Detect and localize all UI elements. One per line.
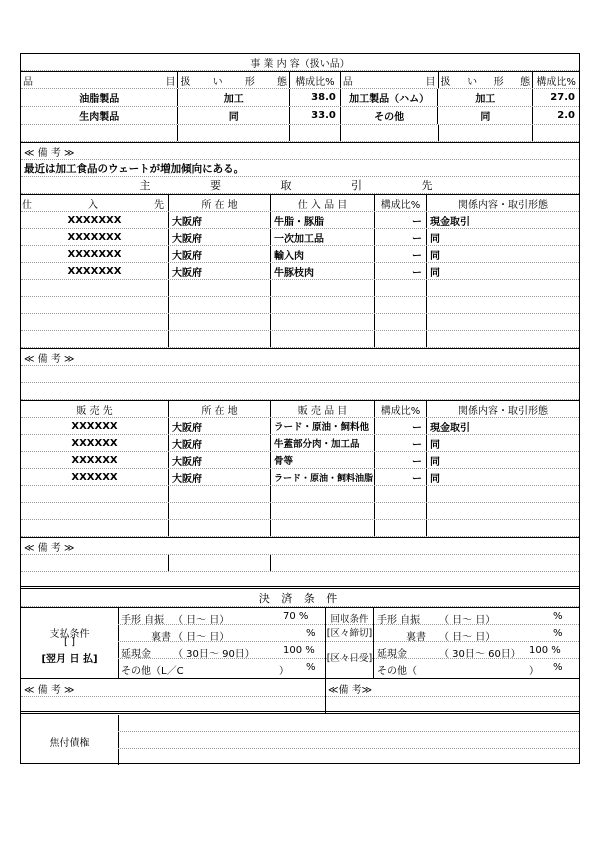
customer-goods: 骨等: [271, 452, 375, 468]
customer-row: [21, 435, 579, 452]
credit-report-form: [20, 53, 580, 764]
customer-relation: 同: [430, 456, 440, 468]
pay-label: 支払条件: [49, 629, 90, 640]
customer-remarks-label: ≪ 備 考 ≫: [24, 542, 75, 554]
business-row: [21, 89, 579, 107]
supplier-relation: 現金取引: [430, 216, 470, 228]
customer-location: 大阪府: [169, 469, 271, 485]
customer-ratio: ー: [375, 418, 427, 434]
supplier-goods-header: 仕 入 品 目: [271, 195, 375, 211]
collection-percent: %: [553, 628, 563, 639]
collection-percent: 100 %: [529, 645, 561, 656]
business-header-row: [21, 72, 579, 89]
ratio-header: 構成比%: [290, 72, 341, 88]
collection-range: ）: [529, 666, 539, 677]
business-title: 事 業 内 容（扱い品）: [250, 58, 350, 70]
supplier-ratio: ー: [375, 263, 427, 279]
pay-percent: 70 %: [283, 611, 309, 622]
supplier-header-row: [21, 195, 579, 212]
customer-ratio: ー: [375, 435, 427, 451]
settlement-title: 決 済 条 件: [258, 592, 342, 605]
collection-receive: [区々日受]: [326, 653, 373, 664]
customer-name: XXXXXX: [21, 469, 169, 485]
customer-ratio: ー: [375, 452, 427, 468]
pay-type: 裏書: [151, 632, 171, 643]
customer-header-row: [21, 401, 579, 418]
item-cell: 油脂製品: [21, 89, 178, 106]
supplier-location-header: 所 在 地: [169, 195, 271, 211]
ratio-cell: 27.0: [550, 92, 575, 103]
supplier-row: [21, 212, 579, 229]
supplier-row: [21, 246, 579, 263]
pay-range: （ 日～ 日）: [173, 615, 230, 626]
supplier-location: 大阪府: [169, 263, 271, 279]
customer-name-header: 販 売 先: [21, 401, 169, 417]
form-cell: 同: [438, 107, 533, 124]
partners-title: 主 要 取 引 先: [139, 179, 461, 192]
pay-type: その他（L／C: [121, 666, 184, 677]
supplier-name: XXXXXXX: [21, 229, 169, 245]
ratio-header-right: 構成比%: [536, 76, 576, 88]
supplier-remarks-label: ≪ 備 考 ≫: [24, 353, 75, 365]
business-row: [21, 107, 579, 125]
business-remarks-row: [21, 143, 579, 160]
collection-label: 回収条件: [330, 614, 369, 625]
business-remarks-text: 最近は加工食品のウェートが増加傾向にある。: [24, 162, 245, 175]
collection-range: （ 日～ 日）: [439, 632, 496, 643]
customer-row-empty: [21, 520, 579, 537]
form-header-right: 扱 い 形 態: [439, 72, 534, 88]
customer-name: XXXXXX: [21, 435, 169, 451]
pay-bracket: [ ]: [64, 637, 75, 648]
supplier-name: XXXXXXX: [21, 263, 169, 279]
supplier-ratio-header: 構成比%: [375, 195, 427, 211]
pay-term: [翌月 日 払]: [41, 654, 98, 665]
collection-type: 延現金: [377, 649, 407, 660]
supplier-name-header: 仕 入 先: [21, 195, 169, 211]
supplier-row: [21, 263, 579, 280]
receivables-label: 焦付債権: [49, 738, 90, 749]
collection-percent: %: [553, 662, 563, 673]
item-header-right: 品 目: [341, 72, 439, 88]
pay-percent: %: [306, 662, 316, 673]
collection-type: 手形 自振: [377, 615, 421, 626]
customer-goods-header: 販 売 品 目: [271, 401, 375, 417]
collection-type: その他（: [377, 666, 417, 677]
customer-relation-header: 関係内容・取引形態: [458, 405, 548, 417]
supplier-ratio: ー: [375, 229, 427, 245]
item-cell: 加工製品（ハム）: [341, 89, 439, 106]
settlement-title-row: [21, 590, 579, 607]
customer-row-empty: [21, 503, 579, 520]
supplier-goods: 牛豚枝肉: [271, 263, 375, 279]
collection-close: [区々締切]: [326, 628, 373, 639]
collection-range: （ 日～ 日）: [439, 615, 496, 626]
form-cell: 加工: [438, 89, 533, 106]
supplier-relation: 同: [430, 250, 440, 262]
supplier-ratio: ー: [375, 212, 427, 228]
supplier-relation: 同: [430, 233, 440, 245]
customer-row-empty: [21, 486, 579, 503]
business-remarks-text-row: [21, 160, 579, 177]
supplier-ratio: ー: [375, 246, 427, 262]
supplier-remarks-blank: [21, 366, 579, 383]
customer-goods: ラード・原油・飼料他: [271, 418, 375, 434]
business-remarks-label: ≪ 備 考 ≫: [24, 147, 75, 159]
supplier-location: 大阪府: [169, 229, 271, 245]
supplier-row: [21, 229, 579, 246]
customer-ratio-header: 構成比%: [375, 401, 427, 417]
supplier-remarks-row: [21, 349, 579, 366]
customer-relation: 同: [430, 439, 440, 451]
supplier-row-empty: [21, 331, 579, 348]
customer-location: 大阪府: [169, 418, 271, 434]
customer-relation: 同: [430, 473, 440, 485]
business-title-row: [21, 54, 579, 71]
collection-remarks-label: ≪備 考≫: [328, 685, 373, 696]
supplier-relation-header: 関係内容・取引形態: [458, 199, 548, 211]
supplier-row-empty: [21, 297, 579, 314]
pay-range: （ 日～ 日）: [173, 632, 230, 643]
supplier-relation: 同: [430, 267, 440, 279]
supplier-location: 大阪府: [169, 246, 271, 262]
customer-row: [21, 418, 579, 435]
customer-row: [21, 452, 579, 469]
customer-name: XXXXXX: [21, 452, 169, 468]
customer-name: XXXXXX: [21, 418, 169, 434]
supplier-goods: 一次加工品: [271, 229, 375, 245]
pay-range: （ 30日～ 90日）: [173, 649, 255, 660]
supplier-row-empty: [21, 314, 579, 331]
supplier-row-empty: [21, 280, 579, 297]
supplier-name: XXXXXXX: [21, 246, 169, 262]
payment-remarks-label: ≪ 備 考 ≫: [24, 685, 75, 696]
item-header: 品 目: [21, 72, 178, 88]
supplier-goods: 輸入肉: [271, 246, 375, 262]
supplier-location: 大阪府: [169, 212, 271, 228]
ratio-cell: 33.0: [290, 107, 341, 124]
customer-location: 大阪府: [169, 435, 271, 451]
customer-remarks-blank: [21, 555, 579, 572]
pay-range: ）: [279, 666, 289, 677]
pay-percent: 100 %: [283, 645, 315, 656]
customer-goods: 牛蓋部分肉・加工品: [271, 435, 375, 451]
customer-location: 大阪府: [169, 452, 271, 468]
item-cell: その他: [341, 107, 439, 124]
pay-percent: %: [306, 628, 316, 639]
customer-relation: 現金取引: [430, 422, 470, 434]
form-cell: 同: [178, 107, 290, 124]
supplier-goods: 牛脂・豚脂: [271, 212, 375, 228]
form-header: 扱 い 形 態: [178, 72, 290, 88]
customer-location-header: 所 在 地: [169, 401, 271, 417]
customer-remarks-row: [21, 538, 579, 555]
item-cell: 生肉製品: [21, 107, 178, 124]
pay-type: 延現金: [121, 649, 151, 660]
ratio-cell: 38.0: [290, 89, 341, 106]
ratio-cell: 2.0: [557, 110, 575, 121]
supplier-name: XXXXXXX: [21, 212, 169, 228]
form-cell: 加工: [178, 89, 290, 106]
collection-type: 裏書: [406, 632, 426, 643]
business-row-empty: [21, 125, 579, 142]
customer-ratio: ー: [375, 469, 427, 485]
customer-goods: ラード・原油・飼料油脂: [271, 469, 375, 485]
pay-type: 手形 自振: [121, 615, 165, 626]
collection-percent: %: [553, 611, 563, 622]
customer-row: [21, 469, 579, 486]
collection-range: （ 30日～ 60日）: [439, 649, 521, 660]
partners-title-row: [21, 177, 579, 194]
supplier-remarks-blank: [21, 383, 579, 400]
